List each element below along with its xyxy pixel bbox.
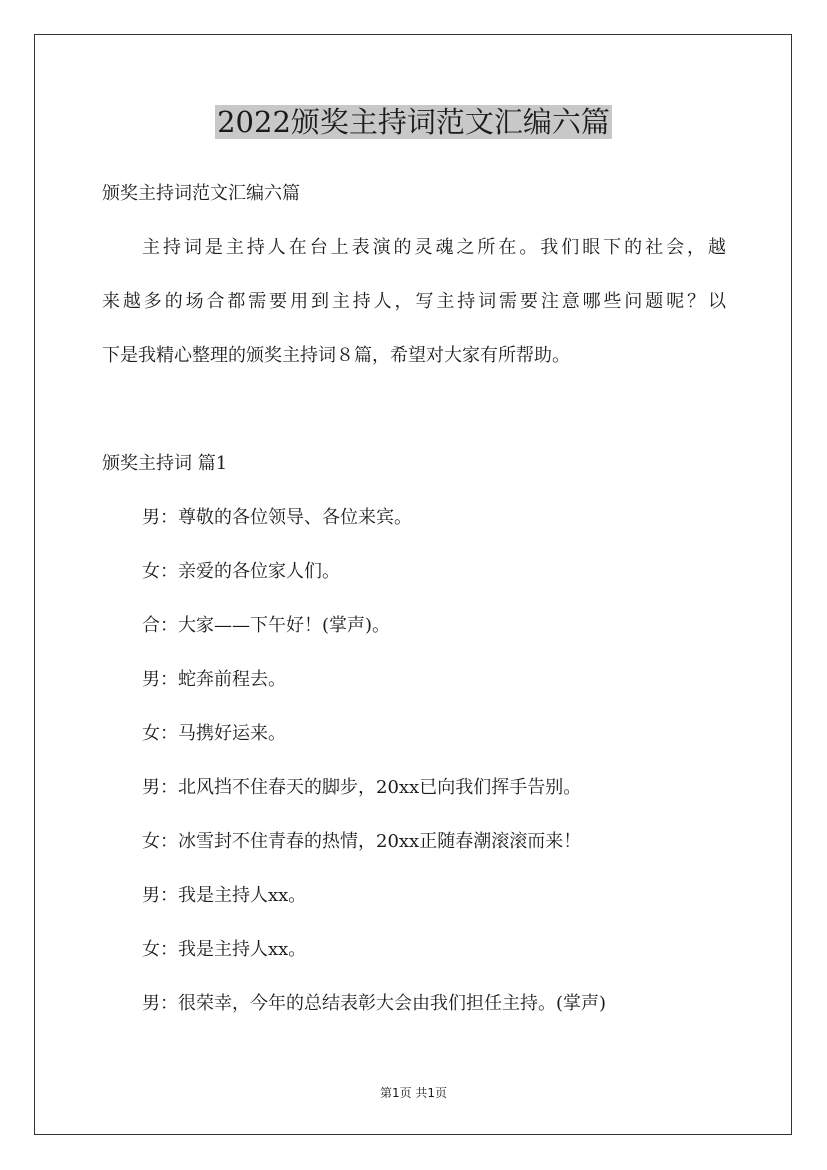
document-title	[0, 102, 827, 142]
page-footer: 第1页 共1页	[379, 1086, 448, 1100]
dialogue-line: 合：大家——下午好！(掌声)。	[142, 615, 391, 636]
subtitle: 颁奖主持词范文汇编六篇	[102, 183, 300, 204]
dialogue-line: 女：马携好运来。	[142, 723, 286, 744]
document-title-text: 2022颁奖主持词范文汇编六篇	[217, 105, 610, 139]
dialogue-line: 男：蛇奔前程去。	[142, 669, 286, 690]
intro-line-2: 来越多的场合都需要用到主持人，写主持词需要注意哪些问题呢？以	[102, 291, 726, 312]
dialogue-line: 男：我是主持人xx。	[142, 885, 307, 906]
dialogue-line: 女：我是主持人xx。	[142, 939, 307, 960]
intro-line-3: 下是我精心整理的颁奖主持词８篇，希望对大家有所帮助。	[102, 345, 570, 366]
section-heading: 颁奖主持词 篇1	[102, 453, 228, 474]
dialogue-line: 男：北风挡不住春天的脚步，20xx已向我们挥手告别。	[142, 777, 582, 798]
dialogue-line: 男：很荣幸，今年的总结表彰大会由我们担任主持。(掌声)	[142, 993, 607, 1014]
dialogue-line: 女：冰雪封不住青春的热情，20xx正随春潮滚滚而来！	[142, 831, 582, 852]
intro-line-1: 主持词是主持人在台上表演的灵魂之所在。我们眼下的社会，越	[142, 237, 726, 258]
dialogue-line: 女：亲爱的各位家人们。	[142, 561, 340, 582]
dialogue-line: 男：尊敬的各位领导、各位来宾。	[142, 507, 412, 528]
